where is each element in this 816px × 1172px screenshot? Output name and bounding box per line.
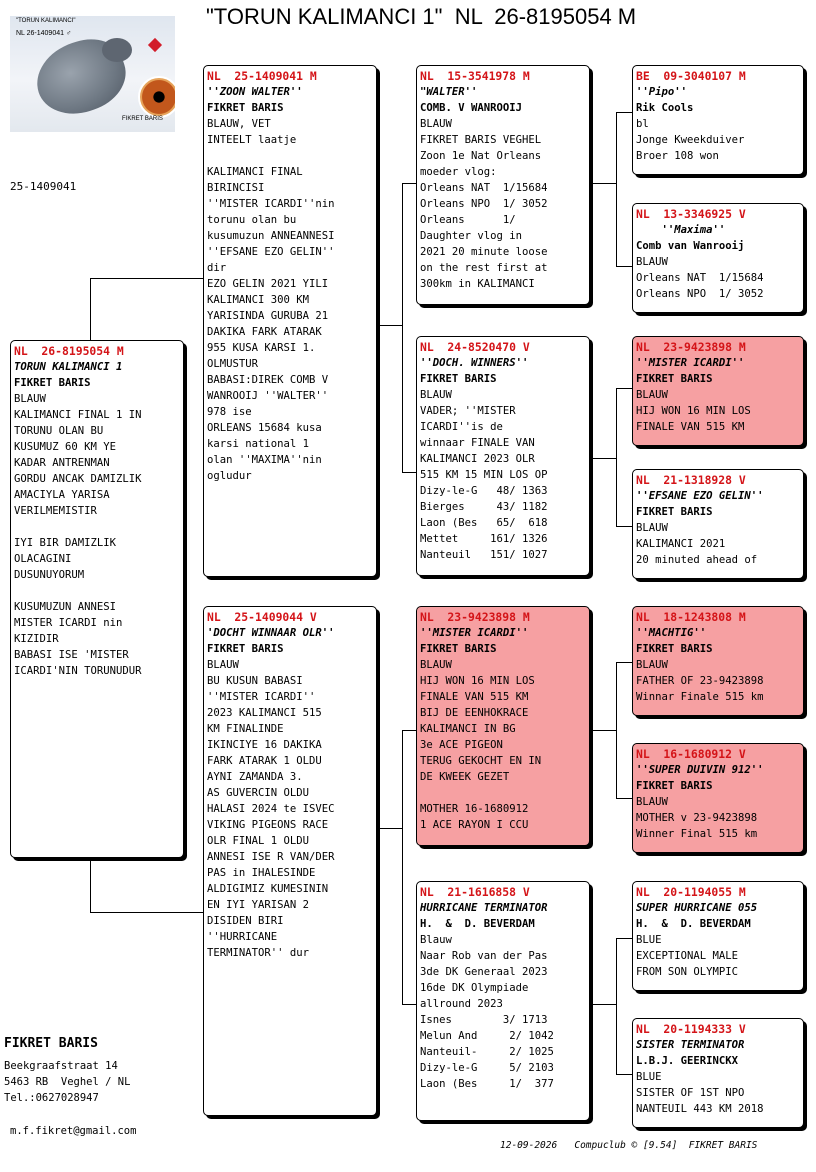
info-line: Bierges 43/ 1182 [420,501,548,513]
pigeon-name: HURRICANE TERMINATOR [420,902,548,914]
pigeon-name: ''Pipo'' [636,86,688,98]
breeder-name: FIKRET BARIS [636,780,713,792]
breeder-name: FIKRET BARIS [636,506,713,518]
info-line: HIJ WON 16 MIN LOS [420,675,535,687]
info-line: BIJ DE EENHOKRACE [420,707,529,719]
pigeon-card-sire[interactable] [203,65,377,577]
info-line: Orleans 1/ [420,214,516,226]
photo-label-club: FIKRET BARIS [122,116,163,122]
pigeon-name: ''DOCH. WINNERS'' [420,357,529,369]
info-line: Winner Final 515 km [636,828,758,840]
info-line: Orleans NAT 1/15684 [636,272,764,284]
info-line: FARK ATARAK 1 OLDU [207,755,322,767]
info-line: Orleans NPO 1/ 3052 [636,288,764,300]
ring-number: NL 25-1409041 M [207,69,317,83]
pigeon-name: ''MISTER ICARDI'' [420,627,529,639]
connector-line [616,938,617,1074]
info-line [14,583,180,599]
photo-label-ring: NL 26-1409041 ♂ [16,30,72,37]
info-line: ''HURRICANE [207,931,278,943]
info-line: FINALE VAN 515 KM [636,421,745,433]
info-line: KALIMANCI FINAL 1 IN [14,409,142,421]
connector-line [590,730,616,731]
info-line: OLACAGINI [14,553,72,565]
connector-line [616,266,632,267]
ring-number: NL 15-3541978 M [420,69,530,83]
info-line: KADAR ANTRENMAN [14,457,110,469]
info-line: KALIMANCI 2021 [636,538,726,550]
connector-line [402,183,416,184]
pigeon-head-shape [102,38,132,62]
info-line: DISIDEN BIRI [207,915,284,927]
info-line: KIZIDIR [14,633,59,645]
info-line: BLAUW, VET [207,118,271,130]
info-line: PAS in IHALESINDE [207,867,316,879]
info-line: NANTEUIL 443 KM 2018 [636,1103,764,1115]
info-line: BLAUW [420,118,452,130]
info-line: kusumuzun ANNEANNESI [207,230,335,242]
info-line: MOTHER 16-1680912 [420,803,529,815]
pigeon-card-sire-dam[interactable] [416,336,590,576]
pigeon-card-sdd[interactable] [632,469,804,579]
ring-number: NL 20-1194333 V [636,1022,746,1036]
info-line: FATHER OF 23-9423898 [636,675,764,687]
info-line: Nanteuil- 2/ 1025 [420,1046,554,1058]
pigeon-card-dam[interactable] [203,606,377,1116]
info-line: BLAUW [636,659,668,671]
ring-number: NL 23-9423898 M [636,340,746,354]
connector-line [402,730,403,1004]
pigeon-name: ''Maxima'' [636,224,726,236]
info-line: KUSUMUZUN ANNESI [14,601,117,613]
info-line: dir [207,262,227,274]
info-line: BIRINCISI [207,182,265,194]
breeder-name: FIKRET BARIS [14,377,91,389]
connector-line [590,183,616,184]
info-line: BLAUW [636,522,668,534]
breeder-name: COMB. V WANROOIJ [420,102,523,114]
info-line: GORDU ANCAK DAMIZLIK [14,473,142,485]
info-line: KALIMANCI IN BG [420,723,516,735]
info-line: Zoon 1e Nat Orleans [420,150,542,162]
pigeon-name: ''ZOON WALTER'' [207,86,303,98]
info-line: EN IYI YARISAN 2 [207,899,310,911]
info-line: Laon (Bes 65/ 618 [420,517,548,529]
connector-line [616,112,617,266]
info-line: ALDIGIMIZ KUMESININ [207,883,329,895]
ring-number: NL 21-1616858 V [420,885,530,899]
breeder-name: FIKRET BARIS [636,643,713,655]
info-line: 16de DK Olympiade [420,982,529,994]
ring-number: NL 21-1318928 V [636,473,746,487]
connector-line [90,278,91,340]
connector-line [90,278,204,279]
info-line: Isnes 3/ 1713 [420,1014,548,1026]
info-line: 300km in KALIMANCI [420,278,535,290]
owner-address [4,1036,130,1106]
info-line: 20 minuted ahead of [636,554,758,566]
info-line: KUSUMUZ 60 KM YE [14,441,117,453]
info-line [420,785,586,801]
info-line: BLAUW [207,659,239,671]
ring-number: NL 16-1680912 V [636,747,746,761]
info-line: allround 2023 [420,998,503,1010]
pigeon-name: "WALTER'' [420,86,478,98]
connector-line [616,662,632,663]
info-line: AS GUVERCIN OLDU [207,787,310,799]
connector-line [90,858,91,912]
info-line: BLUE [636,934,662,946]
info-line: Laon (Bes 1/ 377 [420,1078,554,1090]
pigeon-card-ddd[interactable] [632,1018,804,1128]
info-line: VIKING PIGEONS RACE [207,819,329,831]
owner-street: Beekgraafstraat 14 [4,1060,118,1072]
footer-credit: 12-09-2026 Compuclub © [9.54] FIKRET BARIS [500,1140,758,1151]
pigeon-name: SUPER HURRICANE 055 [636,902,758,914]
pigeon-card-sss[interactable] [632,65,804,175]
owner-name: FIKRET BARIS [4,1036,98,1051]
info-line: AYNI ZAMANDA 3. [207,771,303,783]
connector-line [616,1074,632,1075]
ring-number: NL 23-9423898 M [420,610,530,624]
info-line: BABASI:DIREK COMB V [207,374,329,386]
info-line: IYI BIR DAMIZLIK [14,537,117,549]
info-line: OLMUSTUR [207,358,259,370]
info-line: HALASI 2024 te ISVEC [207,803,335,815]
info-line: 515 KM 15 MIN LOS OP [420,469,548,481]
info-line: 955 KUSA KARSI 1. [207,342,316,354]
pigeon-photo [10,16,175,132]
info-line: ogludur [207,470,252,482]
side-ring-number: 25-1409041 [10,180,77,193]
connector-line [590,458,616,459]
owner-phone: Tel.:0627028947 [4,1092,99,1104]
info-line: moeder vlog: [420,166,497,178]
info-line: VADER; ''MISTER [420,405,516,417]
info-line: MOTHER v 23-9423898 [636,812,758,824]
info-line: Melun And 2/ 1042 [420,1030,554,1042]
pigeon-card-dam-sire[interactable] [416,606,590,846]
info-line: 2021 20 minute loose [420,246,548,258]
info-line: 978 ise [207,406,252,418]
connector-line [402,183,403,473]
info-line: ''EFSANE EZO GELIN'' [207,246,335,258]
pigeon-name: ''MACHTIG'' [636,627,707,639]
pigeon-card-dss[interactable] [632,606,804,716]
breeder-name: FIKRET BARIS [207,643,284,655]
info-line: OLR FINAL 1 OLDU [207,835,310,847]
info-line: BLUE [636,1071,662,1083]
owner-city: 5463 RB Veghel / NL [4,1076,131,1088]
info-line: Mettet 161/ 1326 [420,533,548,545]
info-line: ICARDI''is de [420,421,503,433]
info-line: EXCEPTIONAL MALE [636,950,739,962]
connector-line [616,112,632,113]
info-line: VERILMEMISTIR [14,505,97,517]
connector-line [616,526,632,527]
ring-number: NL 13-3346925 V [636,207,746,221]
info-line: Winnar Finale 515 km [636,691,764,703]
info-line: BABASI ISE 'MISTER [14,649,129,661]
pigeon-card-main[interactable] [10,340,184,858]
info-line: YARISINDA GURUBA 21 [207,310,329,322]
info-line: Blauw [420,934,452,946]
photo-label-top: "TORUN KALIMANCI" [16,18,76,24]
heart-icon [148,38,162,52]
info-line: MISTER ICARDI nin [14,617,123,629]
info-line: BLAUW [420,659,452,671]
pigeon-card-dam-dam[interactable] [416,881,590,1121]
info-line: HIJ WON 16 MIN LOS [636,405,751,417]
connector-line [378,325,402,326]
info-line: ORLEANS 15684 kusa [207,422,322,434]
pigeon-card-sire-sire[interactable] [416,65,590,305]
connector-line [402,1004,416,1005]
pigeon-name: ''MISTER ICARDI'' [636,357,745,369]
info-line [14,519,180,535]
info-line [207,148,373,164]
breeder-name: H. & D. BEVERDAM [636,918,751,930]
info-line: BLAUW [636,256,668,268]
connector-line [402,730,416,731]
info-line: 2023 KALIMANCI 515 [207,707,322,719]
info-line: Dizy-le-G 5/ 2103 [420,1062,554,1074]
pigeon-card-dsd[interactable] [632,743,804,853]
ring-number: NL 20-1194055 M [636,885,746,899]
info-line: ''MISTER ICARDI'' [207,691,316,703]
info-line: torunu olan bu [207,214,297,226]
breeder-name: FIKRET BARIS [636,373,713,385]
info-line: BU KUSUN BABASI [207,675,303,687]
breeder-name: L.B.J. GEERINCKX [636,1055,739,1067]
pigeon-name: TORUN KALIMANCI 1 [14,361,123,373]
info-line: 3de DK Generaal 2023 [420,966,548,978]
info-line: DE KWEEK GEZET [420,771,510,783]
info-line: BLAUW [14,393,46,405]
info-line: Nanteuil 151/ 1027 [420,549,548,561]
owner-email[interactable]: m.f.fikret@gmail.com [10,1125,137,1137]
info-line: karsi national 1 [207,438,310,450]
pigeon-card-ssd[interactable] [632,203,804,313]
info-line: ICARDI'NIN TORUNUDUR [14,665,142,677]
info-line: EZO GELIN 2021 YILI [207,278,329,290]
info-line: BLAUW [636,796,668,808]
info-line: FINALE VAN 515 KM [420,691,529,703]
ring-number: NL 18-1243808 M [636,610,746,624]
breeder-name: H. & D. BEVERDAM [420,918,535,930]
pigeon-name: ''SUPER DUIVIN 912'' [636,764,764,776]
info-line: bl [636,118,649,130]
pigeon-card-dds[interactable] [632,881,804,991]
ring-number: NL 24-8520470 V [420,340,530,354]
info-line: SISTER OF 1ST NPO [636,1087,745,1099]
info-line: FROM SON OLYMPIC [636,966,739,978]
info-line: FIKRET BARIS VEGHEL [420,134,542,146]
breeder-name: Comb van Wanrooij [636,240,745,252]
info-line: DAKIKA FARK ATARAK [207,326,322,338]
info-line: BLAUW [420,389,452,401]
info-line: winnaar FINALE VAN [420,437,535,449]
connector-line [590,1004,616,1005]
breeder-name: FIKRET BARIS [207,102,284,114]
pedigree-title: "TORUN KALIMANCI 1" NL 26-8195054 M [206,4,637,29]
pigeon-name: SISTER TERMINATOR [636,1039,745,1051]
info-line: KALIMANCI 300 KM [207,294,310,306]
connector-line [616,798,632,799]
info-line: Daughter vlog in [420,230,523,242]
info-line: TERMINATOR'' dur [207,947,310,959]
connector-line [402,472,416,473]
info-line: Dizy-le-G 48/ 1363 [420,485,548,497]
breeder-name: FIKRET BARIS [420,373,497,385]
info-line: ANNESI ISE R VAN/DER [207,851,335,863]
connector-line [616,388,632,389]
info-line: KALIMANCI FINAL [207,166,303,178]
info-line: KALIMANCI 2023 OLR [420,453,535,465]
info-line: 3e ACE PIGEON [420,739,503,751]
ring-number: BE 09-3040107 M [636,69,746,83]
breeder-name: Rik Cools [636,102,694,114]
info-line: DUSUNUYORUM [14,569,85,581]
connector-line [616,938,632,939]
ring-number: NL 25-1409044 V [207,610,317,624]
info-line: olan ''MAXIMA''nin [207,454,322,466]
info-line: BLAUW [636,389,668,401]
connector-line [616,662,617,798]
info-line: Naar Rob van der Pas [420,950,548,962]
info-line: Orleans NAT 1/15684 [420,182,548,194]
info-line: 1 ACE RAYON I CCU [420,819,529,831]
pigeon-name: 'DOCHT WINNAAR OLR'' [207,627,335,639]
info-line: Jonge Kweekduiver [636,134,745,146]
info-line: IKINCIYE 16 DAKIKA [207,739,322,751]
pigeon-eye-icon [138,76,175,118]
ring-number: NL 26-8195054 M [14,344,124,358]
info-line: INTEELT laatje [207,134,297,146]
pigeon-name: ''EFSANE EZO GELIN'' [636,490,764,502]
breeder-name: FIKRET BARIS [420,643,497,655]
info-line: on the rest first at [420,262,548,274]
info-line: ''MISTER ICARDI''nin [207,198,335,210]
info-line: Broer 108 won [636,150,719,162]
info-line: TERUG GEKOCHT EN IN [420,755,542,767]
info-line: WANROOIJ ''WALTER'' [207,390,329,402]
connector-line [90,912,204,913]
info-line: KM FINALINDE [207,723,284,735]
pigeon-card-sds[interactable] [632,336,804,446]
connector-line [378,828,402,829]
info-line: Orleans NPO 1/ 3052 [420,198,548,210]
info-line: TORUNU OLAN BU [14,425,104,437]
connector-line [616,388,617,526]
info-line: AMACIYLA YARISA [14,489,110,501]
